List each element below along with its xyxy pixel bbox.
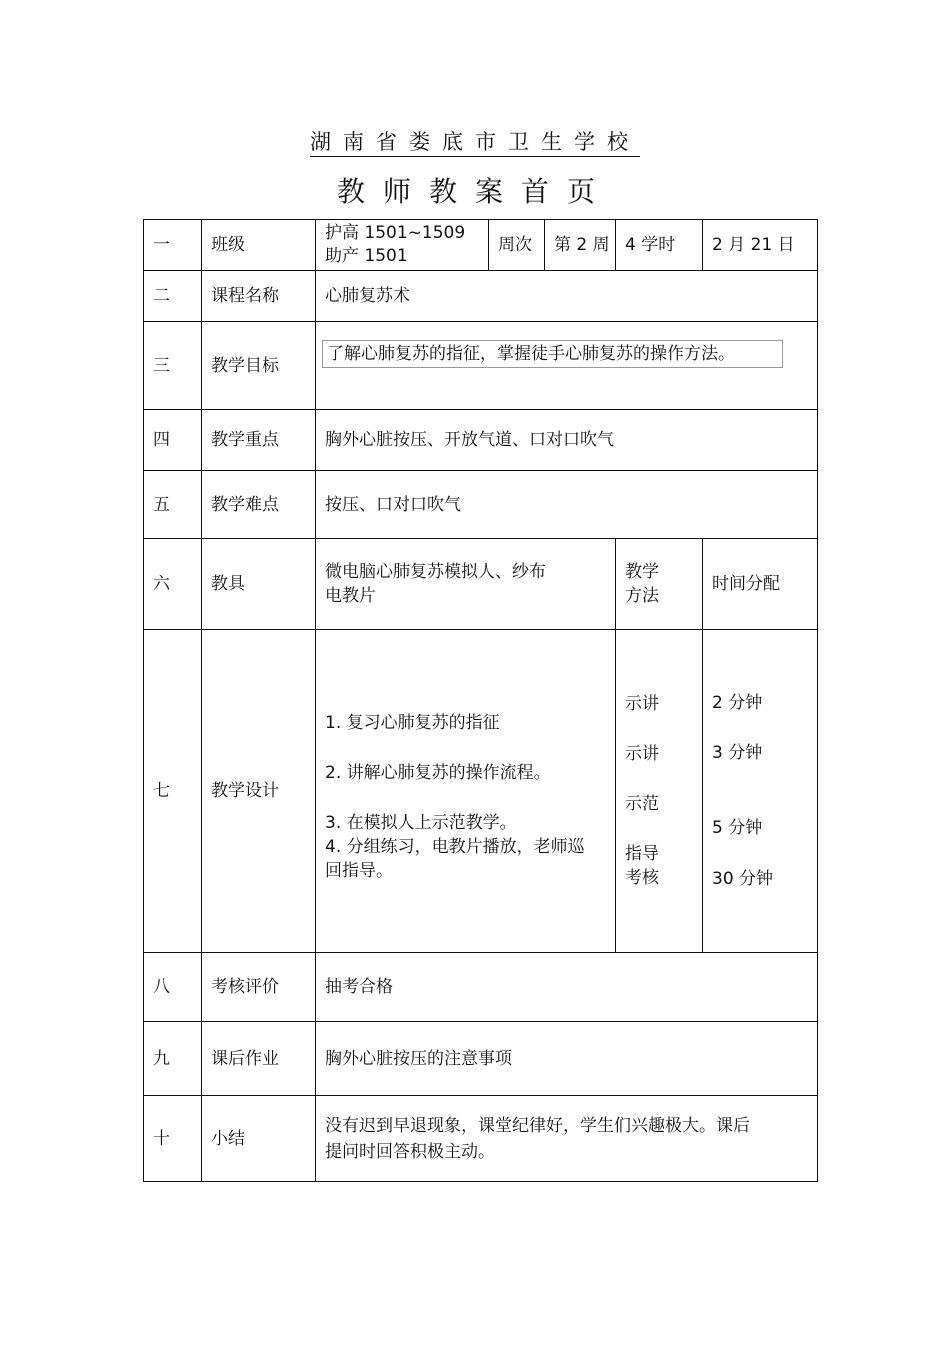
- assessment: 抽考合格: [316, 953, 818, 1022]
- row-label: 班级: [202, 220, 316, 271]
- homework: 胸外心脏按压的注意事项: [316, 1022, 818, 1096]
- lesson-plan-table: [143, 219, 818, 1182]
- method-item: 考核: [625, 868, 659, 888]
- time-header: 时间分配: [703, 539, 818, 630]
- row-number: 一: [144, 220, 202, 271]
- row-number: 六: [144, 539, 202, 630]
- row-assessment: [144, 953, 818, 1022]
- row-objective: [144, 322, 818, 410]
- row-label: 教学重点: [202, 410, 316, 471]
- design-step: 4. 分组练习，电教片播放，老师巡 回指导。: [325, 837, 585, 881]
- row-label: 教具: [202, 539, 316, 630]
- method-item: 示讲: [625, 744, 659, 764]
- method-item: 示范: [625, 794, 659, 814]
- row-class: [144, 220, 818, 271]
- row-label: 教学目标: [202, 322, 316, 410]
- row-course: [144, 271, 818, 322]
- row-teaching-aids: [144, 539, 818, 630]
- row-number: 八: [144, 953, 202, 1022]
- week-value: 第 2 周: [545, 220, 616, 271]
- summary: 没有迟到早退现象，课堂纪律好，学生们兴趣极大。课后 提问时回答积极主动。: [316, 1096, 818, 1182]
- design-step: 3. 在模拟人上示范教学。: [325, 813, 517, 833]
- course-name: 心肺复苏术: [316, 271, 818, 322]
- row-number: 九: [144, 1022, 202, 1096]
- school-name: 湖南省娄底市卫生学校: [0, 126, 950, 156]
- time-item: 5 分钟: [712, 818, 763, 838]
- row-label: 教学设计: [202, 630, 316, 953]
- row-summary: [144, 1096, 818, 1182]
- method-item: 示讲: [625, 694, 659, 714]
- row-label: 课程名称: [202, 271, 316, 322]
- row-label: 考核评价: [202, 953, 316, 1022]
- row-number: 二: [144, 271, 202, 322]
- design-steps: [316, 630, 616, 953]
- page-title: 教师教案首页: [336, 175, 613, 208]
- row-label: 教学难点: [202, 471, 316, 539]
- hours-value: 4 学时: [616, 220, 703, 271]
- row-design: [144, 630, 818, 953]
- teaching-aids: 微电脑心肺复苏模拟人、纱布 电教片: [316, 539, 616, 630]
- row-number: 七: [144, 630, 202, 953]
- time-item: 30 分钟: [712, 869, 774, 889]
- time-item: 2 分钟: [712, 693, 763, 713]
- row-label: 课后作业: [202, 1022, 316, 1096]
- row-number: 十: [144, 1096, 202, 1182]
- week-label: 周次: [489, 220, 545, 271]
- row-label: 小结: [202, 1096, 316, 1182]
- row-difficulties: [144, 471, 818, 539]
- design-step: 1. 复习心肺复苏的指征: [325, 713, 500, 733]
- design-step: 2. 讲解心肺复苏的操作流程。: [325, 763, 551, 783]
- row-key-points: [144, 410, 818, 471]
- objective-cell: [316, 322, 818, 410]
- row-number: 五: [144, 471, 202, 539]
- key-points: 胸外心脏按压、开放气道、口对口吹气: [316, 410, 818, 471]
- row-number: 四: [144, 410, 202, 471]
- objective-text: 了解心肺复苏的指征，掌握徒手心肺复苏的操作方法。: [322, 340, 783, 368]
- row-number: 三: [144, 322, 202, 410]
- design-methods: [616, 630, 703, 953]
- difficulties: 按压、口对口吹气: [316, 471, 818, 539]
- design-times: [703, 630, 818, 953]
- row-homework: [144, 1022, 818, 1096]
- time-item: 3 分钟: [712, 743, 763, 763]
- method-header: 教学 方法: [616, 539, 703, 630]
- method-item: 指导: [625, 844, 659, 864]
- date-value: 2 月 21 日: [703, 220, 818, 271]
- class-info: 护高 1501~1509 助产 1501: [316, 220, 489, 271]
